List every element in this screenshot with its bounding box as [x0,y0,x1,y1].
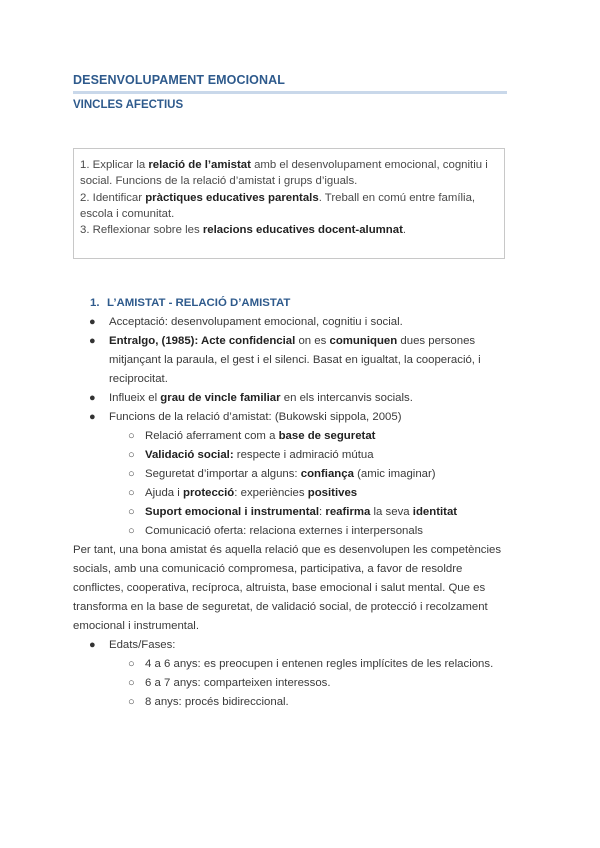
bold-text: relació de l’amistat [148,159,251,171]
bullet-item [73,389,513,408]
sub-bullet-item [73,446,513,465]
text-run: 3. Reflexionar sobre les [80,224,203,237]
hollow-circle-bullet-icon: ○ [128,430,135,442]
bold-text: protecció [183,487,235,499]
text-run: 1. Explicar la [80,159,149,171]
bold-text: confiança [300,468,354,480]
text-run: 2. Identificar [80,191,146,204]
text-run: respecte i admiració mútua [233,449,374,461]
filled-circle-bullet-icon: ● [89,316,96,328]
text-run: Edats/Fases: [109,639,176,651]
objectives-box [73,148,505,259]
section-heading [73,294,513,313]
sub-bullet-item [73,522,513,541]
bold-text: positives [307,487,358,499]
text-run: 4 a 6 anys: es preocupen i entenen regles implícites de les relacions. [145,658,494,670]
filled-circle-bullet-icon: ● [89,335,96,347]
title-underline [73,91,507,94]
filled-circle-bullet-icon: ● [89,392,96,404]
section-amistat [73,294,513,712]
bullet-item [73,408,513,427]
text-run: Ajuda i [145,487,183,499]
bold-text: Entralgo, (1985): Acte confidencial [109,335,296,347]
text-run: Funcions de la relació d’amistat: (Bukowski sippola, 2005) [109,411,402,423]
sub-bullet-item [73,674,513,693]
bullet-item [73,313,513,332]
text-run: en els intercanvis socials. [280,392,413,404]
text-run: Seguretat d’importar a alguns: [145,468,301,480]
filled-circle-bullet-icon: ● [89,411,96,423]
bold-text: Validació social: [145,449,234,461]
bold-text: relacions educatives docent-alumnat [202,224,403,237]
sub-bullet-list-b [73,655,513,712]
hollow-circle-bullet-icon: ○ [128,525,135,537]
hollow-circle-bullet-icon: ○ [128,658,135,670]
bold-text: identitat [412,506,458,518]
text-run: on es [295,335,330,347]
bold-text: grau de vincle familiar [160,392,281,404]
hollow-circle-bullet-icon: ○ [128,468,135,480]
text-run: 6 a 7 anys: comparteixen interessos. [145,677,331,689]
sub-bullet-item [73,503,513,522]
text-run: 8 anys: procés bidireccional. [145,696,289,708]
bold-text: Suport emocional i instrumental [145,506,320,518]
bullet-list-a [73,313,513,427]
sub-bullet-item [73,465,513,484]
section-heading-text: L’AMISTAT - RELACIÓ D’AMISTAT [107,297,291,309]
objective-line [80,157,498,190]
hollow-circle-bullet-icon: ○ [128,506,135,518]
objective-line [80,190,498,223]
text-run: Relació aferrament com a [145,430,279,442]
text-run: Comunicació oferta: relaciona externes i interpersonals [145,525,423,537]
sub-bullet-item [73,484,513,503]
bullet-item [73,636,513,655]
sub-bullet-item [73,655,513,674]
text-run: amb el desenvolupament emocional, cognitiu i social. Funcions de la relació d’amistat i grups d’iguals. [80,159,488,188]
text-run: Acceptació: desenvolupament emocional, cognitiu i social. [109,316,403,328]
text-run: : [319,506,326,518]
bullet-item [73,332,513,389]
hollow-circle-bullet-icon: ○ [128,696,135,708]
text-run: Influeix el [109,392,161,404]
text-run: : experiències [234,487,308,499]
hollow-circle-bullet-icon: ○ [128,487,135,499]
text-run: (amic imaginar) [353,468,436,480]
text-run: la seva [370,506,413,518]
sub-bullet-item [73,693,513,712]
bullet-list-b [73,636,513,655]
summary-paragraph: Per tant, una bona amistat és aquella relació que es desenvolupen les competències socials, amb una comunicació compromesa, participativa, a favor de resoldre conflictes, cooperativa, recíproca, altruista, base emocional i salut mental. Que es transforma en la base de seguretat, de validació social, de protecció i recolzament emocional i instrumental. [73,544,502,632]
hollow-circle-bullet-icon: ○ [128,677,135,689]
bold-text: pràctiques educatives parentals [145,191,319,204]
text-run: . [402,224,407,237]
bold-text: reafirma [325,506,371,518]
sub-bullet-item [73,427,513,446]
page-subtitle: VINCLES AFECTIUS [73,99,184,111]
bold-text: comuniquen [329,335,398,347]
sub-bullet-list-a [73,427,513,541]
objective-line [80,222,498,238]
page-title: DESENVOLUPAMENT EMOCIONAL [73,73,285,87]
hollow-circle-bullet-icon: ○ [128,449,135,461]
text-run: dues persones mitjançant la paraula, el gest i el silenci. Basat en igualtat, la cooperació, i reciprocitat. [109,335,481,385]
filled-circle-bullet-icon: ● [89,639,96,651]
bold-text: base de seguretat [278,430,376,442]
text-run: . Treball en comú entre família, escola i comunitat. [80,191,476,220]
section-number: 1. [90,297,100,309]
